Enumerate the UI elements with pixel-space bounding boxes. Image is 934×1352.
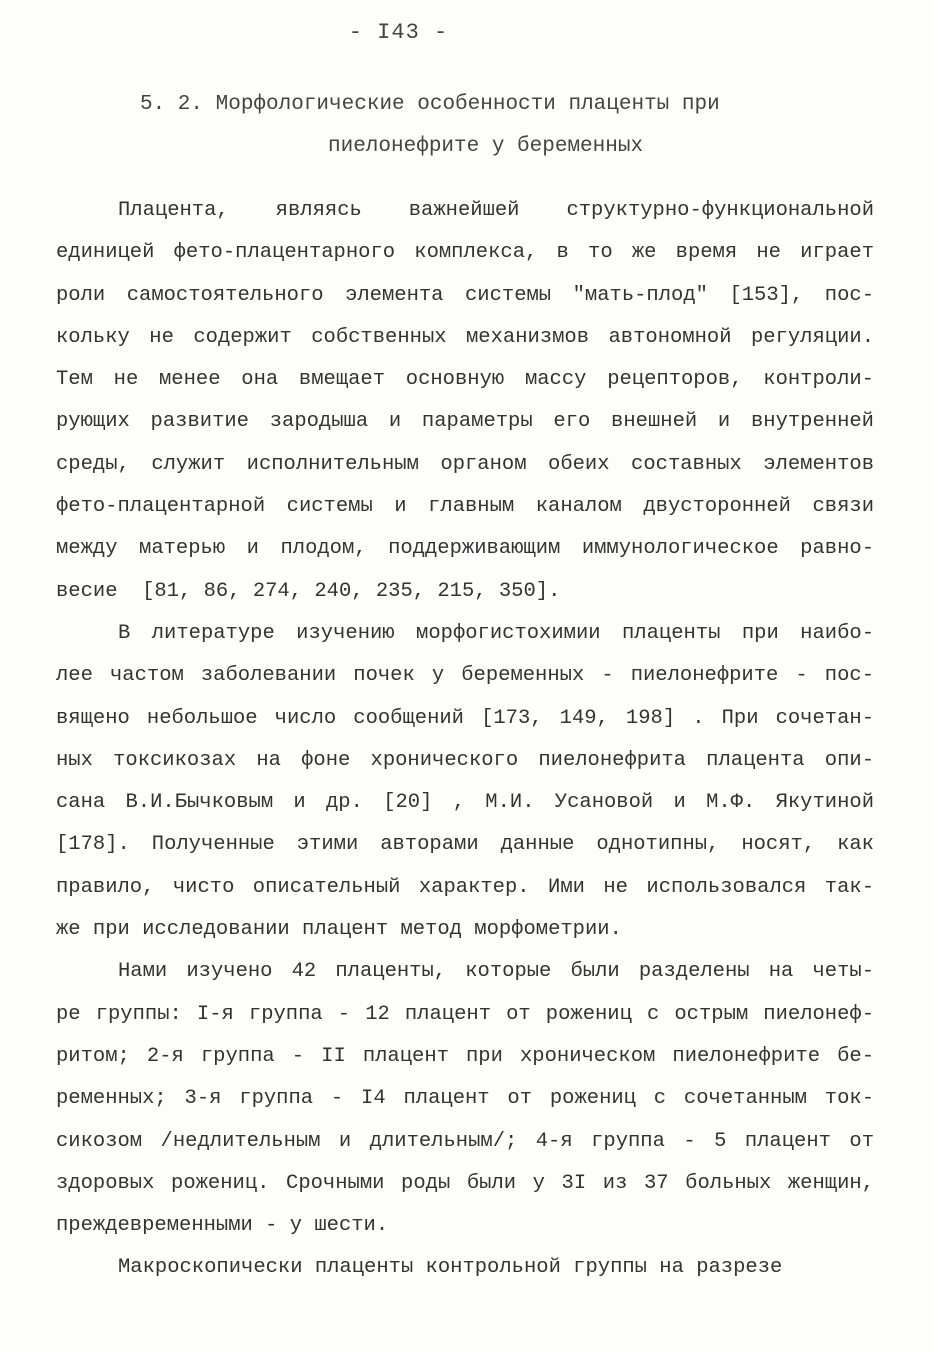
text-line: между матерью и плодом, поддерживающим иммунологическое равно- (56, 537, 874, 561)
text-line: среды, служит исполнительным органом обеих составных элементов (56, 452, 874, 476)
text-line: фето-плацентарной системы и главным каналом двусторонней связи (56, 495, 874, 519)
text-line: ре группы: I-я группа - 12 плацент от рожениц с острым пиелонеф- (56, 1002, 874, 1026)
text-line: [178]. Полученные этими авторами данные однотипны, носят, как (56, 833, 874, 857)
text-line: кольку не содержит собственных механизмов автономной регуляции. (56, 325, 874, 349)
text-line: весие [81, 86, 274, 240, 235, 215, 350]. (56, 579, 561, 603)
text-line: ных токсикозах на фоне хронического пиелонефрита плацента опи- (56, 748, 874, 772)
text-line: лее частом заболевании почек у беременных - пиелонефрите - пос- (56, 664, 874, 688)
paragraph (56, 951, 874, 1247)
text-line: же при исследовании плацент метод морфометрии. (56, 918, 622, 942)
text-line: единицей фето-плацентарного комплекса, в то же время не играет (56, 241, 874, 265)
text-line: В литературе изучению морфогистохимии плаценты при наибо- (118, 621, 874, 645)
section-heading-line-2: пиелонефрите у беременных (328, 135, 644, 158)
text-line: рующих развитие зародыша и параметры его внешней и внутренней (56, 410, 874, 434)
paragraph (56, 190, 874, 613)
text-line: вящено небольшое число сообщений [173, 149, 198] . При сочетан- (56, 706, 874, 730)
text-line: роли самостоятельного элемента системы "мать-плод" [153], пос- (56, 283, 874, 307)
text-line: ременных; 3-я группа - I4 плацент от рожениц с сочетанным ток- (56, 1087, 874, 1111)
section-heading (140, 84, 800, 168)
text-line: Плацента, являясь важнейшей структурно-функциональной (118, 199, 874, 222)
text-line: здоровых рожениц. Срочными роды были у 3I из 37 больных женщин, (56, 1171, 874, 1195)
text-line: Макроскопически плаценты контрольной группы на разрезе (118, 1256, 783, 1280)
page-number: - I43 - (348, 20, 449, 45)
text-line: преждевременными - у шести. (56, 1214, 389, 1238)
text-line: ритом; 2-я группа - II плацент при хроническом пиелонефрите бе- (56, 1044, 874, 1068)
text-line: правило, чисто описательный характер. Ими не использовался так- (56, 875, 874, 899)
paragraph (56, 1247, 874, 1289)
text-line: Нами изучено 42 плаценты, которые были разделены на четы- (118, 960, 874, 984)
paragraph (56, 613, 874, 951)
body-text (56, 190, 874, 1290)
text-line: сана В.И.Бычковым и др. [20] , М.И. Усановой и М.Ф. Якутиной (56, 791, 874, 815)
section-heading-line-1: 5. 2. Морфологические особенности плаценты при (140, 93, 720, 116)
text-line: Тем не менее она вмещает основную массу рецепторов, контроли- (56, 368, 874, 392)
text-line: сикозом /недлительным и длительным/; 4-я группа - 5 плацент от (56, 1129, 874, 1153)
